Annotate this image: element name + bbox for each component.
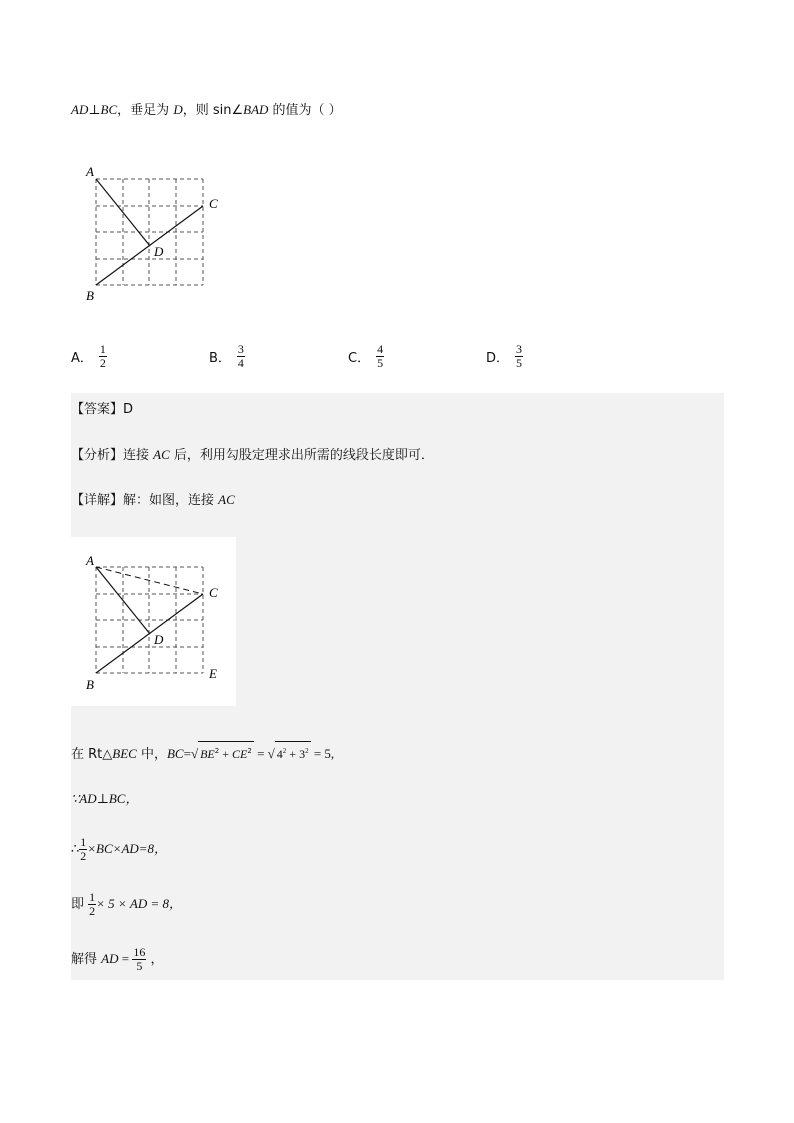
figure-2-grid-diagram: [71, 537, 236, 706]
step1-3-exp: 2: [305, 747, 309, 755]
step-5: [71, 946, 163, 973]
step4-den: 2: [89, 904, 96, 918]
choice-b-label: B．: [209, 351, 231, 366]
step1-radicand-1: [198, 741, 254, 763]
step5-num: 16: [133, 945, 146, 959]
step1-radicand-2: [275, 741, 311, 763]
label-a-2: A: [86, 553, 94, 568]
step1-3: 3: [299, 747, 306, 761]
stem-text-2: ，则 sin∠: [182, 103, 244, 118]
choice-d-num: 3: [516, 342, 523, 356]
detail-text-pre: 解：如图，连接: [123, 493, 219, 508]
step1-triangle: BEC: [112, 746, 137, 761]
choice-a-fraction: [99, 343, 107, 370]
step1-4-exp: 2: [282, 747, 287, 755]
choice-b-den: 4: [237, 356, 244, 370]
step1-ce-exp: 2: [247, 747, 252, 755]
label-b-2: B: [86, 677, 94, 692]
analysis-line: [71, 446, 434, 465]
choice-b-fraction: [237, 343, 245, 370]
step3-num: 1: [80, 835, 87, 849]
choice-c[interactable]: [348, 343, 384, 370]
step4-pre: 即: [71, 897, 89, 912]
step4-num: 1: [89, 890, 96, 904]
step1-mid: 中，: [136, 747, 167, 762]
step1-4: 4: [276, 747, 283, 761]
step1-plus-2: +: [286, 747, 300, 761]
step5-pre: 解得: [71, 952, 102, 967]
analysis-tag: 【分析】: [71, 448, 124, 463]
label-c: C: [209, 196, 218, 211]
step5-eq: =: [118, 951, 133, 966]
stem-text-1: ，垂足为: [117, 103, 174, 118]
detail-line: [71, 491, 235, 510]
choice-c-den: 5: [377, 356, 384, 370]
analysis-text-pre: 连接: [123, 448, 154, 463]
label-c-2: C: [209, 585, 218, 600]
stem-d: D: [173, 102, 183, 117]
choice-d-fraction: [515, 343, 523, 370]
step1-pre: 在 Rt△: [71, 747, 113, 762]
answer-line: [71, 401, 133, 419]
step5-ad: AD: [101, 951, 119, 966]
answer-tag: 【答案】: [71, 402, 124, 417]
choice-c-label: C．: [348, 351, 371, 366]
step4-post: × 5 × AD = 8，: [96, 896, 183, 911]
step5-fraction: [132, 946, 146, 973]
stem-ad-bc: AD⊥BC: [71, 102, 118, 117]
step1-radical-sign-2: √: [267, 746, 275, 761]
detail-ac: AC: [218, 492, 235, 507]
figure-2-grid: [96, 567, 203, 673]
choice-a[interactable]: [71, 343, 107, 370]
choice-b[interactable]: [209, 343, 245, 370]
step1-plus: +: [219, 747, 232, 761]
answer-value: D: [123, 402, 134, 417]
choice-c-num: 4: [377, 342, 384, 356]
label-e-2: E: [209, 666, 217, 681]
step5-den: 5: [136, 959, 143, 973]
step5-post: ，: [146, 952, 164, 967]
step1-radical-sign: √: [190, 746, 199, 761]
label-a: A: [86, 164, 94, 179]
step1-ce: CE: [232, 747, 248, 761]
figure-1-grid-diagram: [80, 160, 230, 305]
choice-a-den: 2: [99, 356, 106, 370]
step-1: [71, 741, 334, 764]
choice-a-label: A．: [71, 351, 93, 366]
label-b: B: [86, 288, 94, 303]
analysis-ac: AC: [153, 447, 170, 462]
choice-c-fraction: [376, 343, 384, 370]
question-stem: [71, 101, 342, 120]
step3-den: 2: [80, 849, 87, 863]
step3-pre: ∴: [71, 842, 80, 857]
label-d-2: D: [154, 632, 164, 647]
step1-be: BE: [200, 747, 215, 761]
analysis-text-post: 后，利用勾股定理求出所需的线段长度即可．: [169, 448, 434, 463]
step4-fraction: [88, 891, 96, 918]
choice-d[interactable]: [486, 343, 523, 370]
stem-bad: BAD: [243, 102, 269, 117]
choice-a-num: 1: [99, 342, 106, 356]
choice-b-num: 3: [237, 342, 244, 356]
step-2: ∵AD⊥BC，: [71, 791, 139, 806]
step1-be-exp: 2: [214, 747, 220, 755]
step1-bc: BC: [166, 746, 184, 761]
choice-d-den: 5: [516, 356, 523, 370]
figure-2-box: [71, 537, 236, 706]
step3-post: ×BC×AD=8，: [87, 841, 168, 856]
detail-tag: 【详解】: [71, 493, 124, 508]
step-3: [71, 836, 167, 863]
stem-text-3: 的值为（ ）: [268, 103, 342, 118]
step1-eq2: =: [253, 746, 268, 761]
step1-result: = 5,: [310, 746, 335, 761]
step-4: [71, 891, 182, 918]
step1-eq: =: [183, 746, 191, 761]
figure-1-grid: [96, 179, 203, 285]
choice-d-label: D．: [486, 351, 510, 366]
label-d: D: [154, 244, 164, 259]
